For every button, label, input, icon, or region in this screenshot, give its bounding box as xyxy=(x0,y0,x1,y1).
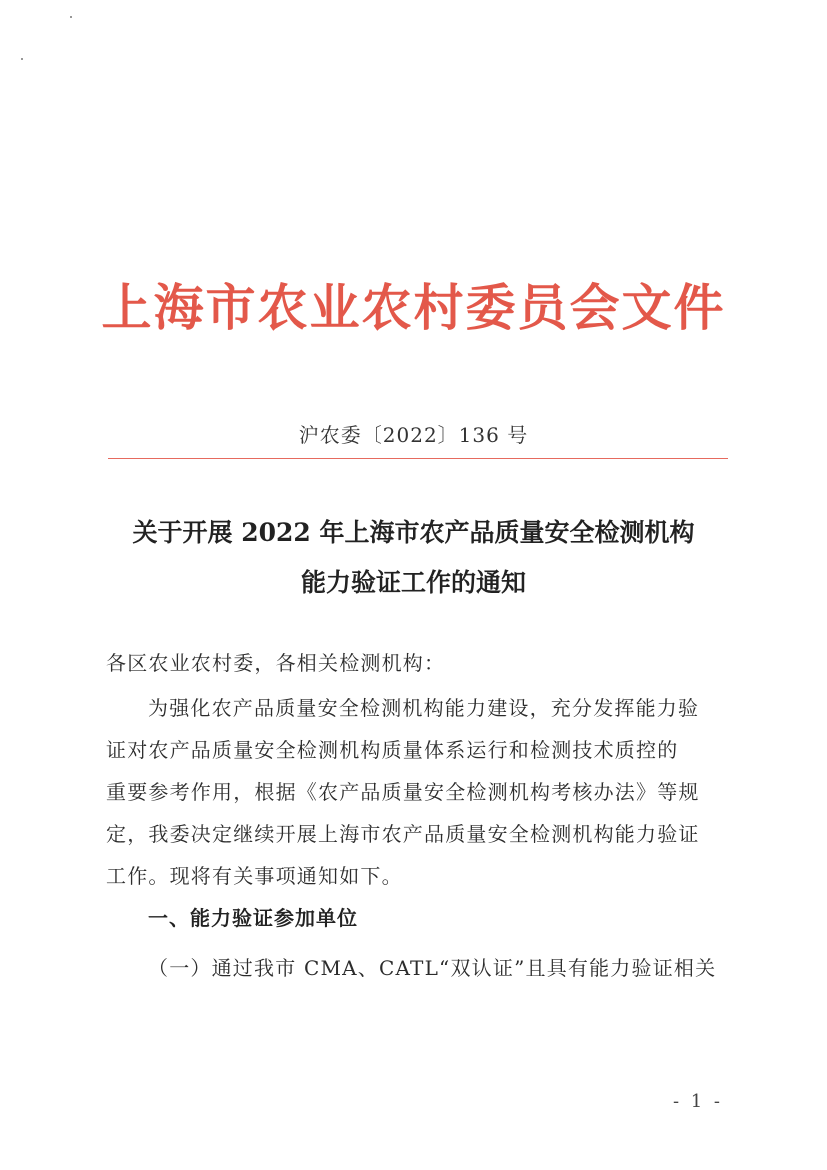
paragraph-line: 定，我委决定继续开展上海市农产品质量安全检测机构能力验证 xyxy=(106,822,700,846)
paragraph-line: 为强化农产品质量安全检测机构能力建设，充分发挥能力验 xyxy=(148,696,700,720)
section-item-line: （一）通过我市 CMA、CATL“双认证”且具有能力验证相关 xyxy=(148,956,717,980)
scan-speck xyxy=(70,16,72,18)
document-title-line-2: 能力验证工作的通知 xyxy=(300,568,526,597)
page-number: - 1 - xyxy=(672,1091,723,1112)
addressee-line: 各区农业农村委，各相关检测机构： xyxy=(106,651,446,675)
section-heading: 一、能力验证参加单位 xyxy=(148,906,358,930)
red-divider-line xyxy=(108,458,728,459)
masthead-title: 上海市农业农村委员会文件 xyxy=(101,278,726,337)
document-title-line-1: 关于开展 2022 年上海市农产品质量安全检测机构 xyxy=(132,518,695,547)
paragraph-line: 证对农产品质量安全检测机构质量体系运行和检测技术质控的 xyxy=(106,738,679,762)
document-number: 沪农委〔2022〕136 号 xyxy=(298,423,529,447)
paragraph-line: 工作。现将有关事项通知如下。 xyxy=(106,864,403,888)
scan-speck xyxy=(21,58,23,60)
paragraph-line: 重要参考作用，根据《农产品质量安全检测机构考核办法》等规 xyxy=(106,780,700,804)
